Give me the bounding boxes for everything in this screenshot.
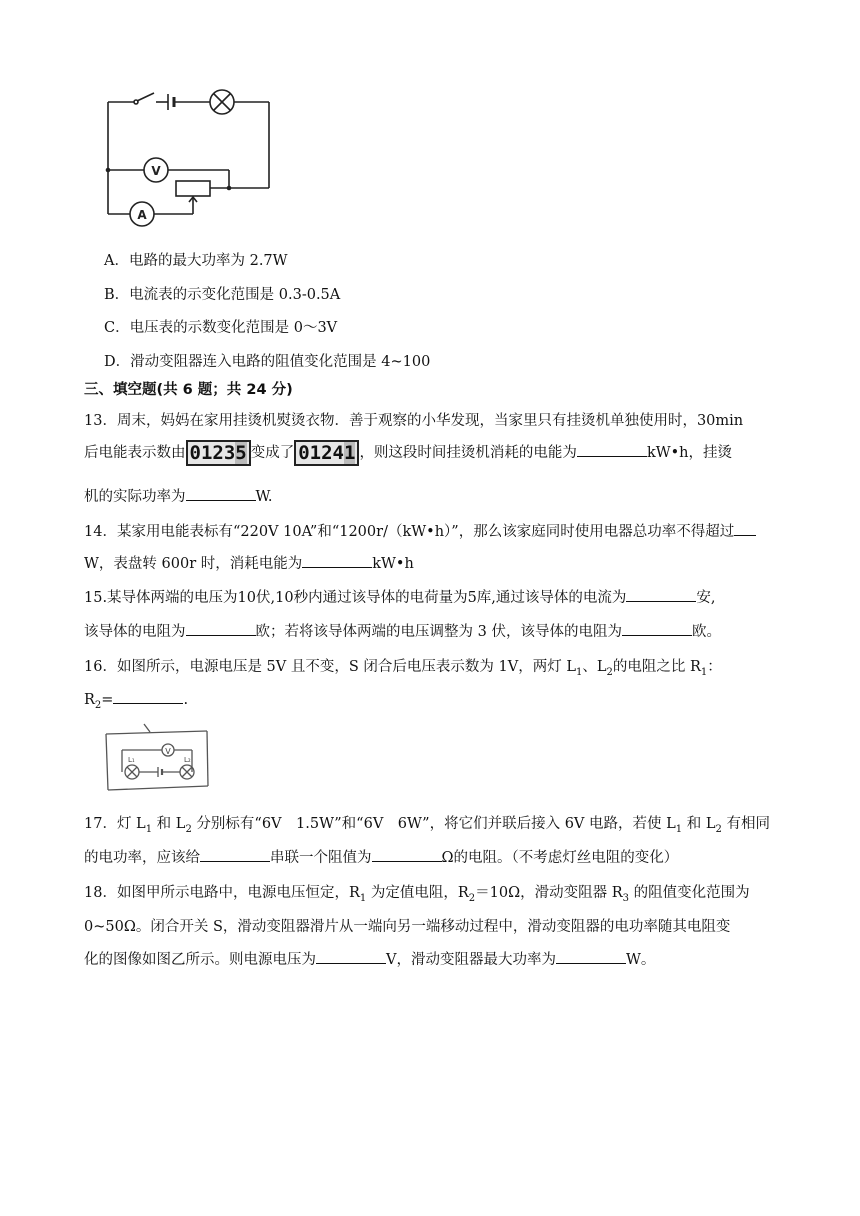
q13-line-2: 后电能表示数由 01235 变成了 01241 ，则这段时间挂烫机消耗的电能为 kW•h，挂烫 xyxy=(84,442,733,464)
option-a: A．电路的最大功率为 2.7W xyxy=(104,253,288,269)
voltmeter-label: V xyxy=(151,164,161,178)
meter-reading-after: 01241 xyxy=(294,440,359,466)
q16-line-1: 16．如图所示，电源电压是 5V 且不变，S 闭合后电压表示数为 1V，两灯 $L_1$、$L_2$的电阻之比 $R_1$： xyxy=(84,659,722,678)
q17-line-2: 的电功率，应该给 串联一个阻值为 Ω的电阻。（不考虑灯丝电阻的变化） xyxy=(84,846,678,867)
q17-line-1: 17．灯 $L_1$ 和 $L_2$ 分别标有“6V 1.5W”和“6V 6W”，将它们并联后接入 6V 电路，若使 $L_1$ 和 $L_2$ 有相同 xyxy=(84,816,770,835)
fig-lamp1-label: L₁ xyxy=(128,756,135,764)
q13-line-1: 13．周末，妈妈在家用挂烫机熨烫衣物．善于观察的小华发现，当家里只有挂烫机单独使用时，30min xyxy=(84,413,744,429)
answer-blank[interactable] xyxy=(556,949,626,964)
answer-blank[interactable] xyxy=(316,949,386,964)
circuit-diagram-1 xyxy=(100,86,280,232)
ammeter-label: A xyxy=(137,208,147,222)
answer-blank[interactable] xyxy=(622,621,692,636)
answer-blank[interactable] xyxy=(372,847,442,862)
q14-line-1: 14．某家用电能表标有“220V 10A”和“1200r/（kW•h）”，那么该家庭同时使用电器总功率不得超过 xyxy=(84,520,756,541)
option-d: D．滑动变阻器连入电路的阻值变化范围是 4~100 xyxy=(104,354,431,370)
option-c: C．电压表的示数变化范围是 0～3V xyxy=(104,320,338,336)
answer-blank[interactable] xyxy=(577,442,647,457)
q16-line-2: $R_2=$ . xyxy=(84,689,188,711)
circuit-diagram-2 xyxy=(104,720,214,796)
answer-blank[interactable] xyxy=(186,486,256,501)
q18-line-3: 化的图像如图乙所示。则电源电压为 V，滑动变阻器最大功率为 W。 xyxy=(84,948,655,969)
q13-line-3: 机的实际功率为 W. xyxy=(84,485,272,506)
answer-blank[interactable] xyxy=(200,847,270,862)
meter-reading-before: 01235 xyxy=(186,440,251,466)
q18-line-2: 0~50Ω。闭合开关 S，滑动变阻器滑片从一端向另一端移动过程中，滑动变阻器的电功率随其电阻变 xyxy=(84,919,731,935)
answer-blank[interactable] xyxy=(734,521,756,536)
answer-blank[interactable] xyxy=(186,621,256,636)
q14-line-2: W，表盘转 600r 时，消耗电能为 kW•h xyxy=(84,552,414,573)
option-b: B．电流表的示变化范围是 0.3-0.5A xyxy=(104,287,341,303)
fig-lamp2-label: L₂ xyxy=(184,756,191,764)
answer-blank[interactable] xyxy=(626,587,696,602)
answer-blank[interactable] xyxy=(302,553,372,568)
answer-blank[interactable] xyxy=(113,689,183,704)
q15-line-1: 15.某导体两端的电压为10伏,10秒内通过该导体的电荷量为5库,通过该导体的电流为 安, xyxy=(84,586,716,607)
q15-line-2: 该导体的电阻为 欧；若将该导体两端的电压调整为 3 伏，该导体的电阻为 欧。 xyxy=(84,620,721,641)
q18-line-1: 18．如图甲所示电路中，电源电压恒定，$R_1$ 为定值电阻，$R_2=10\Omega$，滑动变阻器 $R_3$ 的阻值变化范围为 xyxy=(84,885,750,904)
section-title: 三、填空题(共 6 题；共 24 分) xyxy=(84,382,293,398)
fig-voltmeter-label: V xyxy=(165,747,171,756)
